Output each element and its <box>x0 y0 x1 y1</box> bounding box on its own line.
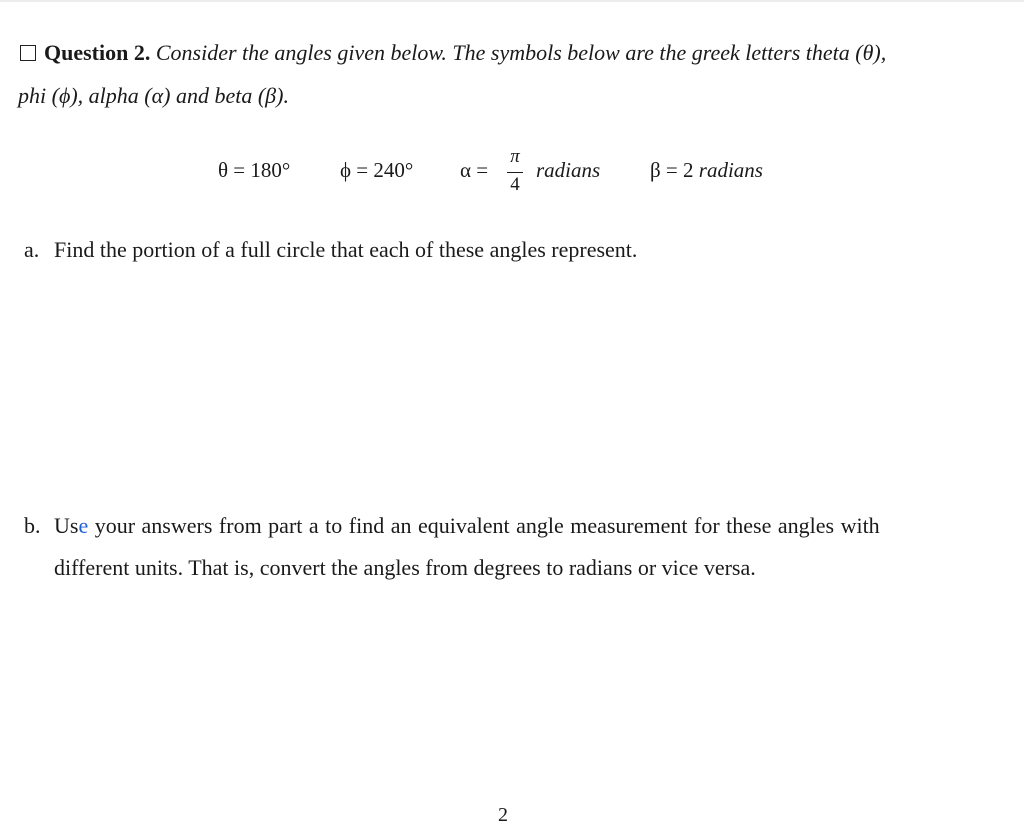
part-b-text-cursor-e[interactable]: e <box>78 513 89 538</box>
beta-unit: radians <box>698 158 763 182</box>
beta-equation-lhs: β = 2 <box>650 158 694 182</box>
alpha-denominator: 4 <box>510 174 520 195</box>
checkbox-icon[interactable] <box>20 45 36 61</box>
part-a <box>24 236 637 264</box>
part-a-text: Find the portion of a full circle that each of these angles represent. <box>54 237 638 262</box>
question-line-2: phi (ϕ), alpha (α) and beta (β). <box>18 83 289 108</box>
question-title: Question 2. <box>44 40 151 65</box>
part-b-text-rest: your answers from part a to find an equivalent angle measurement for these angles with <box>88 513 880 538</box>
part-b-label: b. <box>24 513 41 538</box>
angle-equations <box>0 148 1024 204</box>
part-b-line-1 <box>24 512 880 540</box>
alpha-unit: radians <box>536 158 601 182</box>
question-intro: Consider the angles given below. The symbols below are the greek letters theta (θ), <box>155 40 887 65</box>
top-rule <box>0 0 1024 2</box>
theta-equation: θ = 180° <box>218 158 291 182</box>
part-b-line-2: different units. That is, convert the angles from degrees to radians or vice versa. <box>54 555 756 580</box>
question-line-1 <box>18 39 886 67</box>
beta-equation <box>650 158 763 183</box>
phi-equation: ϕ = 240° <box>340 158 414 182</box>
part-b-text-us: Us <box>54 513 79 538</box>
page-number: 2 <box>498 804 508 826</box>
part-a-label: a. <box>24 237 40 262</box>
alpha-equation-lhs: α = <box>460 158 489 182</box>
alpha-numerator: π <box>510 146 520 167</box>
